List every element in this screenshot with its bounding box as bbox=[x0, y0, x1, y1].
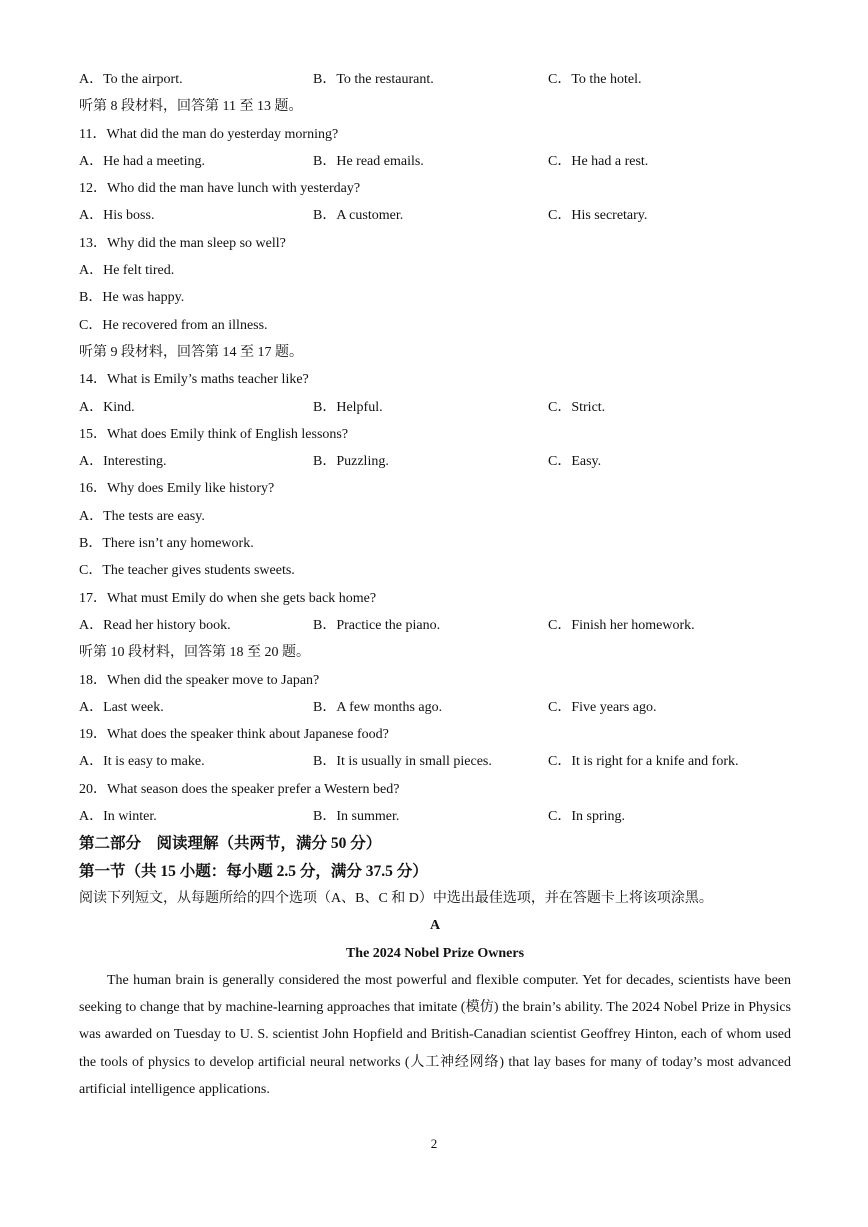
question-line: B．He was happy. bbox=[79, 290, 185, 306]
option-b: B．Puzzling. bbox=[313, 454, 389, 470]
option-a: A．In winter. bbox=[79, 809, 157, 825]
option-c: C．In spring. bbox=[548, 809, 625, 825]
question-line: 听第 9 段材料，回答第 14 至 17 题。 bbox=[79, 344, 303, 360]
question-line: 17．What must Emily do when she gets back home? bbox=[79, 590, 377, 606]
option-b: B．A few months ago. bbox=[313, 699, 443, 715]
option-a: A．His boss. bbox=[79, 208, 155, 224]
question-line: 14．What is Emily’s maths teacher like? bbox=[79, 372, 309, 388]
passage-label: A bbox=[429, 918, 441, 934]
question-line: 19．What does the speaker think about Japanese food? bbox=[79, 727, 389, 743]
option-row bbox=[79, 448, 791, 475]
option-a: A．Kind. bbox=[79, 399, 135, 415]
option-row bbox=[79, 694, 791, 721]
option-c: C．Five years ago. bbox=[548, 699, 657, 715]
question-line: 20．What season does the speaker prefer a Western bed? bbox=[79, 781, 400, 797]
option-c: C．His secretary. bbox=[548, 208, 648, 224]
question-line: 16．Why does Emily like history? bbox=[79, 481, 275, 497]
option-b: B．To the restaurant. bbox=[313, 72, 434, 87]
passage-paragraph: The human brain is generally considered the most powerful and flexible computer. Yet for decades, scientists have been seeking to change that by machine-learning approaches that imitate (模仿) the brain’s ability. The 2024 Nobel Prize in Physics was awarded on Tuesday to U. S. scientist John Hopfield and British-Canadian scientist Geoffrey Hinton, each of whom used the tools of physics to develop artificial neural networks (人工神经网络) that lay bases for many of today’s most advanced artificial intelligence applications. bbox=[79, 972, 791, 1097]
option-c: C．Easy. bbox=[548, 454, 602, 470]
option-b: B．It is usually in small pieces. bbox=[313, 754, 492, 770]
option-b: B．Practice the piano. bbox=[313, 617, 441, 633]
question-line: 11．What did the man do yesterday morning? bbox=[79, 126, 339, 142]
document-page bbox=[79, 66, 791, 1103]
question-line: 听第 8 段材料，回答第 11 至 13 题。 bbox=[79, 99, 303, 115]
option-row bbox=[79, 148, 791, 175]
option-c: C．To the hotel. bbox=[548, 72, 642, 87]
option-a: A．Interesting. bbox=[79, 454, 167, 470]
question-line: C．He recovered from an illness. bbox=[79, 317, 268, 333]
option-c: C．Strict. bbox=[548, 399, 606, 415]
question-line: B．There isn’t any homework. bbox=[79, 536, 254, 552]
option-a: A．He had a meeting. bbox=[79, 153, 205, 169]
option-a: A．To the airport. bbox=[79, 72, 183, 87]
option-c: C．Finish her homework. bbox=[548, 617, 695, 633]
question-line: C．The teacher gives students sweets. bbox=[79, 563, 295, 579]
option-row bbox=[79, 748, 791, 775]
option-row bbox=[79, 612, 791, 639]
passage-title: The 2024 Nobel Prize Owners bbox=[345, 945, 525, 961]
question-line: A．The tests are easy. bbox=[79, 508, 205, 524]
option-b: B．Helpful. bbox=[313, 399, 383, 415]
option-row bbox=[79, 202, 791, 229]
listening-questions bbox=[79, 66, 791, 830]
option-b: B．In summer. bbox=[313, 809, 400, 825]
option-a: A．Read her history book. bbox=[79, 617, 231, 633]
option-b: B．He read emails. bbox=[313, 153, 424, 169]
question-line: 15．What does Emily think of English lessons? bbox=[79, 426, 349, 442]
option-row bbox=[79, 394, 791, 421]
option-row bbox=[79, 66, 791, 93]
instruction-text: 阅读下列短文，从每题所给的四个选项（A、B、C 和 D）中选出最佳选项，并在答题卡上将该项涂黑。 bbox=[79, 890, 713, 906]
question-line: 12．Who did the man have lunch with yesterday? bbox=[79, 181, 361, 197]
option-c: C．It is right for a knife and fork. bbox=[548, 754, 739, 770]
question-line: 18．When did the speaker move to Japan? bbox=[79, 672, 320, 688]
question-line: A．He felt tired. bbox=[79, 263, 175, 279]
option-a: A．It is easy to make. bbox=[79, 754, 205, 770]
question-line: 听第 10 段材料，回答第 18 至 20 题。 bbox=[79, 645, 310, 661]
subsection-title: 第一节（共 15 小题：每小题 2.5 分，满分 37.5 分） bbox=[79, 862, 428, 880]
page-number: 2 bbox=[430, 1136, 438, 1151]
option-b: B．A customer. bbox=[313, 208, 404, 224]
section-title: 第二部分 阅读理解（共两节，满分 50 分） bbox=[79, 835, 382, 853]
option-c: C．He had a rest. bbox=[548, 153, 649, 169]
option-row bbox=[79, 803, 791, 830]
option-a: A．Last week. bbox=[79, 699, 164, 715]
question-line: 13．Why did the man sleep so well? bbox=[79, 235, 286, 251]
